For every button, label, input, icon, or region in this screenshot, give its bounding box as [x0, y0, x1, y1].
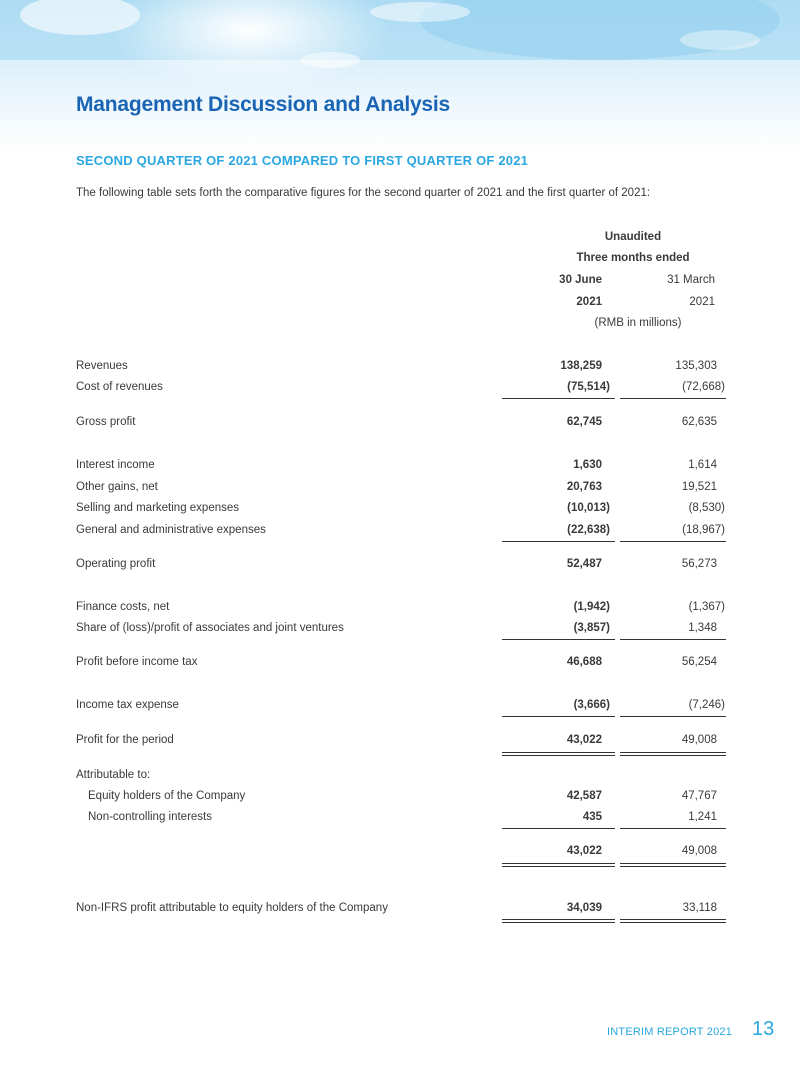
row-label: Finance costs, net: [76, 601, 170, 613]
total-rule: [620, 755, 726, 756]
value-q1: 19,521: [681, 481, 717, 493]
total-rule: [502, 919, 615, 920]
subtotal-rule: [620, 716, 726, 717]
col1-year: 2021: [576, 296, 602, 308]
row-label: Non-IFRS profit attributable to equity holders of the Company: [76, 902, 388, 914]
value-q1: 49,008: [681, 845, 717, 857]
row-label: Interest income: [76, 459, 155, 471]
unaudited-label: Unaudited: [604, 231, 662, 243]
table-row: [76, 416, 726, 434]
total-rule: [620, 919, 726, 920]
value-q1: 135,303: [675, 360, 717, 372]
value-q1: 47,767: [681, 790, 717, 802]
total-rule: [502, 755, 615, 756]
subtotal-rule: [620, 398, 726, 399]
total-rule: [620, 752, 726, 753]
value-q2: 435: [582, 811, 602, 823]
value-q1: 1,348: [688, 622, 717, 634]
table-row: [76, 790, 726, 808]
value-q2: (3,857): [573, 622, 610, 634]
table-row: [76, 601, 726, 619]
value-q1: 33,118: [682, 902, 717, 914]
table-row: [76, 459, 726, 477]
row-label: Equity holders of the Company: [88, 790, 246, 802]
subtotal-rule: [620, 639, 726, 640]
banner-decoration: [0, 0, 800, 150]
total-rule: [620, 866, 726, 867]
subtotal-rule: [620, 828, 726, 829]
value-q2: 42,587: [566, 790, 602, 802]
value-q1: (7,246): [688, 699, 725, 711]
value-q2: 43,022: [566, 734, 602, 746]
page-number: 13: [752, 1018, 775, 1040]
value-q2: 43,022: [566, 845, 602, 857]
value-q1: 56,254: [681, 656, 717, 668]
total-rule: [620, 922, 726, 923]
total-rule: [620, 863, 726, 864]
value-q1: (18,967): [682, 524, 725, 536]
subtotal-rule: [620, 541, 726, 542]
table-row: [76, 558, 726, 576]
row-label: Income tax expense: [76, 699, 179, 711]
value-q2: 138,259: [560, 360, 602, 372]
row-label: Profit for the period: [76, 734, 174, 746]
value-q2: (75,514): [567, 381, 610, 393]
total-rule: [502, 752, 615, 753]
intro-text: The following table sets forth the comparative figures for the second quarter of 2021 and the first quarter of 2021:: [76, 187, 651, 199]
value-q2: 20,763: [566, 481, 602, 493]
table-row: [76, 360, 726, 378]
row-label: Gross profit: [76, 416, 136, 428]
value-q1: 62,635: [681, 416, 717, 428]
row-label: General and administrative expenses: [76, 524, 266, 536]
table-row: [76, 769, 726, 787]
value-q2: (10,013): [567, 502, 610, 514]
row-label: Cost of revenues: [76, 381, 163, 393]
row-label: Non-controlling interests: [88, 811, 213, 823]
row-label: Share of (loss)/profit of associates and joint ventures: [76, 622, 344, 634]
col1-date: 30 June: [559, 274, 602, 286]
value-q1: 1,241: [688, 811, 717, 823]
col2-year: 2021: [689, 296, 715, 308]
table-row: [76, 845, 726, 863]
subtotal-rule: [502, 541, 615, 542]
report-footer: INTERIM REPORT 2021: [607, 1026, 733, 1038]
value-q1: (8,530): [688, 502, 725, 514]
value-q1: (72,668): [682, 381, 725, 393]
table-row: [76, 381, 726, 399]
value-q2: 62,745: [566, 416, 602, 428]
row-label: Selling and marketing expenses: [76, 502, 240, 514]
section-title: SECOND QUARTER OF 2021 COMPARED TO FIRST QUARTER OF 2021: [76, 153, 529, 168]
page-title: Management Discussion and Analysis: [76, 93, 451, 116]
table-row: [76, 734, 726, 752]
table-row: [76, 502, 726, 520]
unit-label: (RMB in millions): [594, 317, 682, 329]
total-rule: [502, 863, 615, 864]
value-q2: 46,688: [566, 656, 602, 668]
row-label: Operating profit: [76, 558, 156, 570]
value-q2: 1,630: [573, 459, 602, 471]
value-q1: 56,273: [681, 558, 717, 570]
total-rule: [502, 922, 615, 923]
row-label: Other gains, net: [76, 481, 158, 493]
period-label: Three months ended: [576, 252, 690, 264]
subtotal-rule: [502, 828, 615, 829]
table-row: [76, 656, 726, 674]
value-q2: 52,487: [566, 558, 602, 570]
value-q2: 34,039: [566, 902, 602, 914]
value-q2: (22,638): [567, 524, 610, 536]
table-row: [76, 524, 726, 542]
value-q1: (1,367): [688, 601, 725, 613]
table-row: [76, 811, 726, 829]
total-rule: [502, 866, 615, 867]
subtotal-rule: [502, 398, 615, 399]
subtotal-rule: [502, 639, 615, 640]
table-row: [76, 902, 726, 920]
table-row: [76, 481, 726, 499]
col2-date: 31 March: [667, 274, 715, 286]
row-label: Revenues: [76, 360, 128, 372]
header-banner: [0, 0, 800, 150]
subtotal-rule: [502, 716, 615, 717]
row-label: Attributable to:: [76, 769, 151, 781]
table-row: [76, 622, 726, 640]
table-row: [76, 699, 726, 717]
value-q1: 1,614: [688, 459, 717, 471]
value-q2: (1,942): [573, 601, 610, 613]
value-q1: 49,008: [681, 734, 717, 746]
value-q2: (3,666): [573, 699, 610, 711]
row-label: Profit before income tax: [76, 656, 198, 668]
